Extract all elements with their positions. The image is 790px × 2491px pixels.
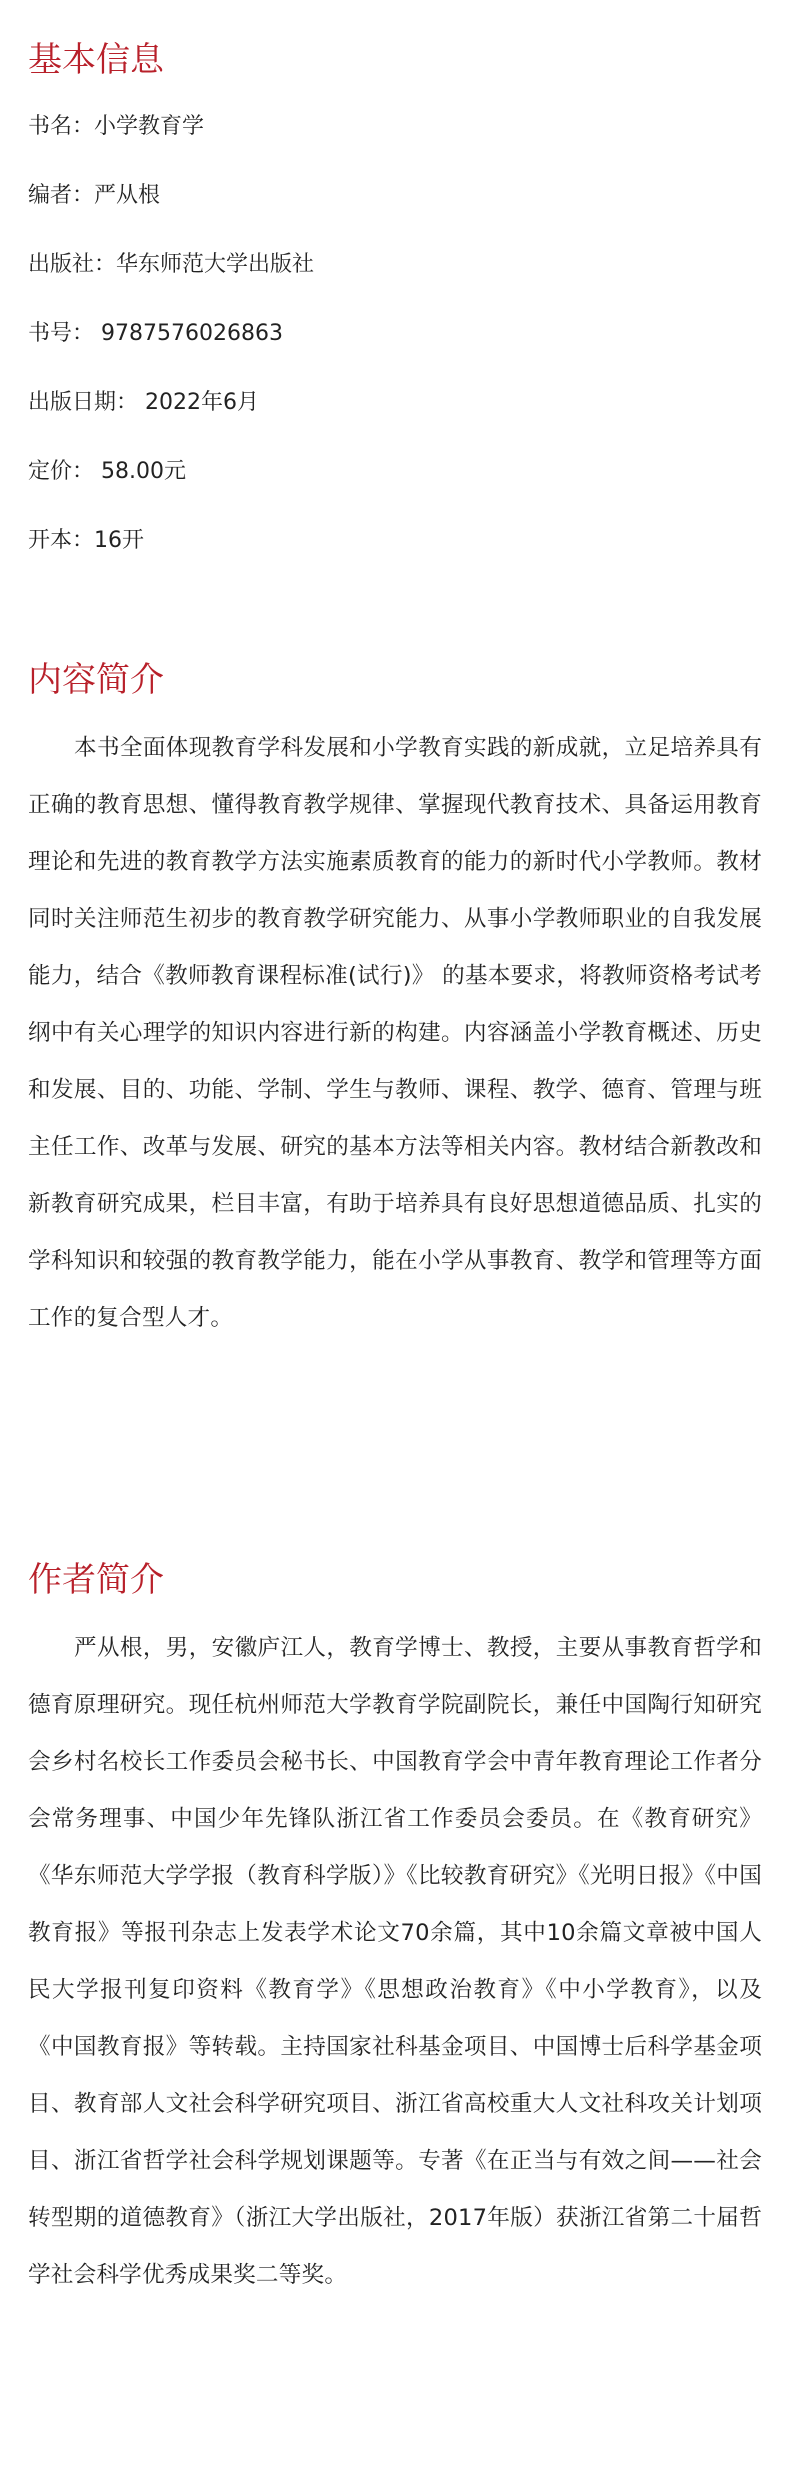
info-item-isbn [28, 320, 314, 389]
info-label: 编者： [28, 183, 95, 208]
content-intro-text: 本书全面体现教育学科发展和小学教育实践的新成就，立足培养具有正确的教育思想、懂得教育教学规律、掌握现代教育技术、具备运用教育理论和先进的教育教学方法实施素质教育的能力的新时代小学教师。教材同时关注师范生初步的教育教学研究能力、从事小学教师职业的自我发展能力，结合《教师教育课程标准(试行)》 的基本要求，将教师资格考试考纲中有关心理学的知识内容进行新的构建。内容涵盖小学教育概述、历史和发展、目的、功能、学制、学生与教师、课程、教学、德育、管理与班主任工作、改革与发展、研究的基本方法等相关内容。教材结合新教改和新教育研究成果，栏目丰富，有助于培养具有良好思想道德品质、扎实的学科知识和较强的教育教学能力，能在小学从事教育、教学和管理等方面工作的复合型人才。 [28, 735, 762, 1331]
info-value: 58.00元 [94, 459, 186, 484]
info-label: 书名： [28, 114, 95, 139]
content-intro-heading: 内容简介 [28, 660, 164, 700]
info-label: 开本： [28, 528, 95, 553]
info-value: 小学教育学 [94, 114, 205, 139]
author-intro-text: 严从根，男，安徽庐江人，教育学博士、教授，主要从事教育哲学和德育原理研究。现任杭州师范大学教育学院副院长，兼任中国陶行知研究会乡村名校长工作委员会秘书长、中国教育学会中青年教育理论工作者分会常务理事、中国少年先锋队浙江省工作委员会委员。在《教育研究》《华东师范大学学报（教育科学版）》《比较教育研究》《光明日报》《中国教育报》等报刊杂志上发表学术论文70余篇，其中10余篇文章被中国人民大学报刊复印资料《教育学》《思想政治教育》《中小学教育》，以及《中国教育报》等转载。主持国家社科基金项目、中国博士后科学基金项目、教育部人文社会科学研究项目、浙江省高校重大人文社科攻关计划项目、浙江省哲学社会科学规划课题等。专著《在正当与有效之间——社会转型期的道德教育》（浙江大学出版社，2017年版）获浙江省第二十届哲学社会科学优秀成果奖二等奖。 [28, 1635, 762, 2288]
info-value: 2022年6月 [138, 390, 259, 415]
author-intro-heading: 作者简介 [28, 1560, 164, 1600]
info-item-publisher [28, 251, 314, 320]
info-label: 定价： [28, 459, 95, 484]
info-item-publish-date [28, 389, 314, 458]
info-item-title [28, 113, 314, 182]
info-item-price [28, 458, 314, 527]
info-value: 华东师范大学出版社 [116, 252, 315, 277]
basic-info-list [28, 113, 314, 596]
info-label: 出版日期： [28, 390, 139, 415]
info-label: 出版社： [28, 252, 117, 277]
info-value: 9787576026863 [94, 321, 283, 346]
info-item-format [28, 527, 314, 596]
info-label: 书号： [28, 321, 95, 346]
basic-info-heading: 基本信息 [28, 40, 164, 80]
info-value: 16开 [94, 528, 145, 553]
info-value: 严从根 [94, 183, 161, 208]
info-item-editor [28, 182, 314, 251]
